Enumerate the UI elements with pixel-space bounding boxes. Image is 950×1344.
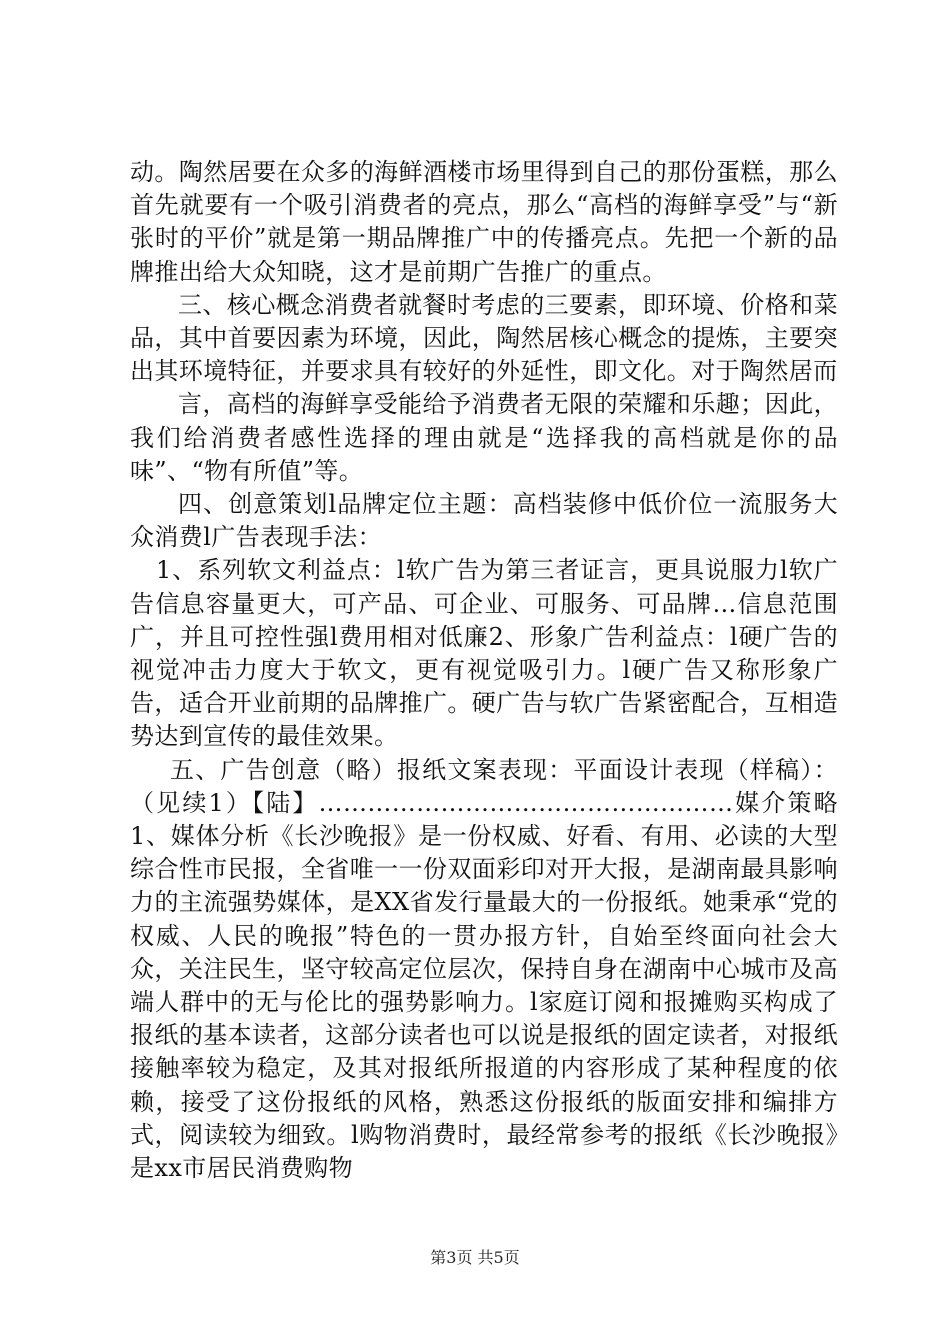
page-footer: 第3页 共5页	[430, 1248, 520, 1267]
document-body	[130, 156, 838, 1185]
paragraph-6: 五、广告创意（略）报纸文案表现：平面设计表现（样稿）：（见续1）【陆】……………………………………………媒介策略1、媒体分析《长沙晚报》是一份权威、好看、有用、必读的大型综合性市民报，全省唯一一份双面彩印对开大报，是湖南最具影响力的主流强势媒体，是XX省发行量最大的一份报纸。她秉承“党的权威、人民的晚报”特色的一贯办报方针，自始至终面向社会大众，关注民生，坚守较高定位层次，保持自身在湖南中心城市及高端人群中的无与伦比的强势影响力。l家庭订阅和报摊购买构成了报纸的基本读者，这部分读者也可以说是报纸的固定读者，对报纸接触率较为稳定，及其对报纸所报道的内容形成了某种程度的依赖，接受了这份报纸的风格，熟悉这份报纸的版面安排和编排方式，阅读较为细致。l购物消费时，最经常参考的报纸《长沙晚报》是xx市居民消费购物	[130, 755, 838, 1183]
paragraph-2: 三、核心概念消费者就餐时考虑的三要素，即环境、价格和菜品，其中首要因素为环境，因此，陶然居核心概念的提炼，主要突出其环境特征，并要求具有较好的外延性，即文化。对于陶然居而	[130, 290, 838, 386]
paragraph-4: 四、创意策划l品牌定位主题：高档装修中低价位一流服务大众消费l广告表现手法：	[130, 490, 838, 552]
paragraph-1: 动。陶然居要在众多的海鲜酒楼市场里得到自己的那份蛋糕，那么首先就要有一个吸引消费者的亮点，那么“高档的海鲜享受”与“新张时的平价”就是第一期品牌推广中的传播亮点。先把一个新的品牌推出给大众知晓，这才是前期广告推广的重点。	[130, 158, 838, 286]
paragraph-3: 言，高档的海鲜享受能给予消费者无限的荣耀和乐趣；因此，我们给消费者感性选择的理由就是“选择我的高档就是你的品味”、“物有所值”等。	[130, 390, 838, 485]
paragraph-5: 1、系列软文利益点：l软广告为第三者证言，更具说服力l软广告信息容量更大，可产品、可企业、可服务、可品牌…信息范围广，并且可控性强l费用相对低廉2、形象广告利益点：l硬广告的视觉冲击力度大于软文，更有视觉吸引力。l硬广告又称形象广告，适合开业前期的品牌推广。硬广告与软广告紧密配合，互相造势达到宣传的最佳效果。	[130, 556, 838, 751]
